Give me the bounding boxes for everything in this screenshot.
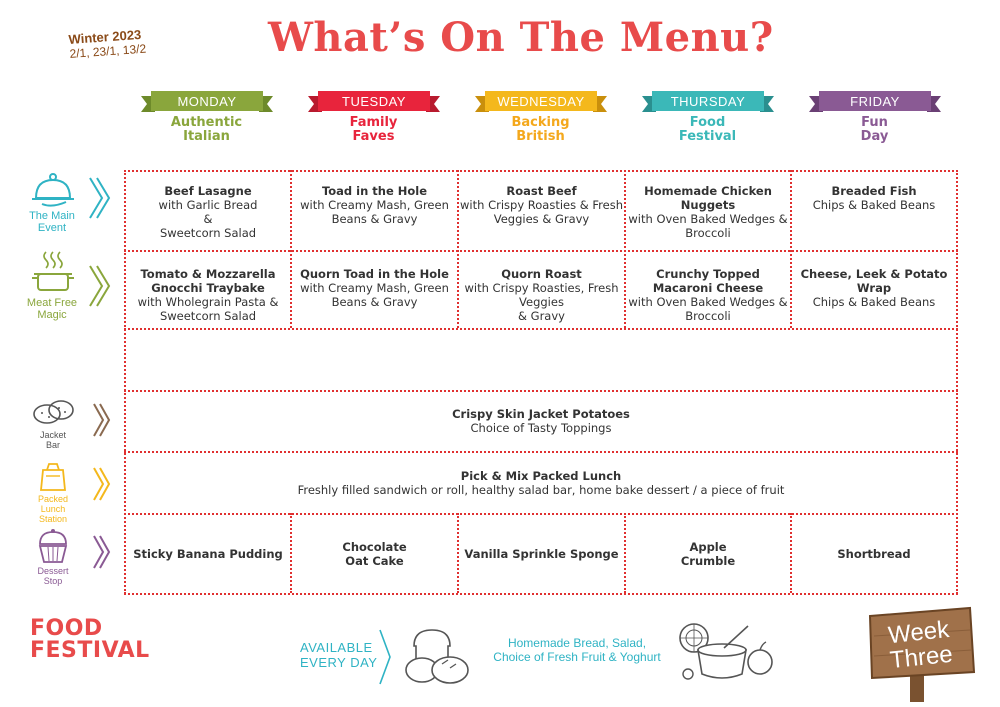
day-monday — [123, 90, 290, 150]
dish-detail: with Wholegrain Pasta & — [137, 295, 279, 309]
section-packed-lunch — [18, 462, 118, 522]
label-line: Homemade Bread, Salad, — [507, 636, 647, 650]
day-wednesday — [457, 90, 624, 150]
menu-cell-meatfree-monday — [126, 267, 290, 323]
day-thursday — [624, 90, 791, 150]
day-name: MONDAY — [177, 94, 237, 109]
dish-detail: with Garlic Bread — [158, 198, 258, 212]
bread-icon — [400, 624, 476, 686]
dish-detail: with Crispy Roasties, Fresh — [464, 281, 619, 295]
dish-name: Tomato & Mozzarella — [140, 267, 276, 281]
dish-name: Cheese, Leek & Potato Wrap — [800, 267, 948, 295]
label-line: Jacket — [39, 430, 66, 440]
label-line: AVAILABLE — [300, 640, 373, 655]
dish-detail: Broccoli — [685, 309, 731, 323]
dish-name: Breaded Fish — [831, 184, 917, 198]
section-main-event — [18, 168, 118, 238]
dish-name: Quorn Roast — [501, 267, 582, 281]
ribbon — [475, 90, 607, 114]
dessert-monday — [126, 547, 290, 561]
dish-name: Macaroni Cheese — [652, 281, 764, 295]
dish-name: Homemade Chicken — [644, 184, 772, 198]
grid-line — [124, 328, 958, 330]
dish-detail: & Gravy — [518, 309, 565, 323]
dish-name: Pick & Mix Packed Lunch — [460, 469, 622, 483]
grid-line — [956, 170, 958, 594]
dish-detail: with Crispy Roasties & Fresh — [460, 198, 623, 212]
section-label — [28, 494, 78, 524]
theme-line: Festival — [678, 129, 737, 144]
dish-name: Vanilla Sprinkle Sponge — [464, 547, 619, 561]
dish-detail: Choice of Tasty Toppings — [470, 421, 612, 435]
week-sign — [866, 606, 976, 702]
label-line: The Main — [29, 210, 75, 222]
day-theme — [290, 116, 457, 144]
grid-line — [124, 250, 958, 252]
day-theme — [791, 116, 958, 144]
dish-name: Roast Beef — [506, 184, 577, 198]
section-dessert-stop — [18, 528, 118, 588]
menu-cell-main-thursday — [626, 184, 790, 240]
dish-detail: with Oven Baked Wedges & — [628, 212, 788, 226]
cloche-icon — [32, 168, 74, 208]
chevron-right-icon — [92, 534, 112, 570]
cupcake-icon — [36, 528, 70, 564]
day-theme — [123, 116, 290, 144]
grid-line — [124, 390, 958, 392]
theme-line: Authentic — [170, 115, 243, 130]
menu-cell-main-friday — [792, 184, 956, 212]
dish-detail: Beans & Gravy — [331, 295, 418, 309]
dessert-thursday — [626, 540, 790, 568]
menu-cell-meatfree-thursday — [626, 267, 790, 323]
food-festival-logo — [30, 618, 150, 662]
lunch-bag-icon — [38, 462, 68, 492]
season-dates: 2/1, 23/1, 13/2 — [69, 41, 147, 61]
theme-line: Family — [349, 115, 398, 130]
ribbon — [809, 90, 941, 114]
section-label — [18, 297, 86, 321]
label-line: Dessert — [37, 566, 69, 576]
dish-name: Beef Lasagne — [164, 184, 252, 198]
chevron-right-icon — [92, 402, 112, 438]
dish-name: Nuggets — [680, 198, 736, 212]
dish-name: Sticky Banana Pudding — [133, 547, 283, 561]
week-label — [872, 615, 969, 674]
dish-detail: Sweetcorn Salad — [159, 226, 257, 240]
chevron-right-icon — [88, 264, 112, 308]
theme-line: Fun — [861, 115, 888, 130]
dish-name: Toad in the Hole — [321, 184, 428, 198]
theme-line: Backing — [511, 115, 570, 130]
grid-line — [124, 451, 958, 453]
dish-name: Quorn Toad in the Hole — [300, 267, 449, 281]
label-line: Week — [886, 615, 951, 650]
dish-detail: Broccoli — [685, 226, 731, 240]
dish-name: Crumble — [680, 554, 736, 568]
dish-detail: Freshly filled sandwich or roll, healthy salad bar, home bake dessert / a piece of fruit — [297, 483, 785, 497]
theme-line: Food — [689, 115, 726, 130]
dish-name: Crunchy Topped — [656, 267, 760, 281]
jacket-bar-row — [125, 407, 957, 435]
chevron-right-icon — [378, 628, 392, 686]
ribbon — [642, 90, 774, 114]
dish-detail: with Creamy Mash, Green — [300, 198, 449, 212]
dish-name: Chocolate — [342, 540, 407, 554]
day-name: FRIDAY — [850, 94, 900, 109]
page-title: What’s On The Menu? — [268, 14, 774, 61]
dish-detail: Chips & Baked Beans — [812, 198, 936, 212]
theme-line: British — [516, 129, 565, 144]
dish-detail: Sweetcorn Salad — [159, 309, 257, 323]
homemade-info — [482, 636, 672, 664]
logo-line: FOOD — [30, 616, 103, 641]
dish-name: Oat Cake — [345, 554, 404, 568]
grid-line — [124, 513, 958, 515]
dish-detail: with Oven Baked Wedges & — [628, 295, 788, 309]
ribbon — [141, 90, 273, 114]
season-title: Winter 2023 — [68, 26, 142, 47]
section-label — [32, 430, 74, 450]
section-jacket-bar — [18, 398, 118, 453]
dish-name: Gnocchi Traybake — [151, 281, 265, 295]
dessert-tuesday — [292, 540, 457, 568]
theme-line: Faves — [352, 129, 395, 144]
fruit-yoghurt-icon — [676, 618, 776, 684]
theme-line: Day — [860, 129, 889, 144]
label-line: Packed — [37, 494, 69, 504]
section-label — [28, 566, 78, 586]
cooking-pot-icon — [32, 250, 74, 294]
menu-cell-main-monday — [126, 184, 290, 240]
dish-detail: Beans & Gravy — [331, 212, 418, 226]
grid-line — [124, 170, 958, 172]
dish-name: Shortbread — [837, 547, 911, 561]
menu-cell-meatfree-tuesday — [292, 267, 457, 309]
dish-detail: with Creamy Mash, Green — [300, 281, 449, 295]
day-headers — [123, 90, 958, 150]
label-line: Magic — [37, 309, 67, 321]
ribbon — [308, 90, 440, 114]
day-name: TUESDAY — [342, 94, 406, 109]
dish-name: Crispy Skin Jacket Potatoes — [452, 407, 630, 421]
section-label — [18, 210, 86, 234]
day-theme — [457, 116, 624, 144]
label-line: Event — [37, 222, 67, 234]
dish-detail: Veggies — [519, 295, 564, 309]
day-name: WEDNESDAY — [497, 94, 585, 109]
dessert-wednesday — [459, 547, 624, 561]
menu-cell-meatfree-wednesday — [459, 267, 624, 323]
label-line: EVERY DAY — [300, 655, 378, 670]
menu-cell-main-tuesday — [292, 184, 457, 226]
packed-lunch-row — [125, 469, 957, 497]
menu-cell-main-wednesday — [459, 184, 624, 226]
grid-line — [124, 593, 958, 595]
label-line: Stop — [43, 576, 63, 586]
logo-line: FESTIVAL — [30, 638, 150, 663]
menu-cell-meatfree-friday — [790, 267, 958, 309]
section-meat-free — [18, 250, 118, 325]
dish-name: Apple — [689, 540, 727, 554]
potato-icon — [32, 398, 74, 426]
day-name: THURSDAY — [670, 94, 746, 109]
theme-line: Italian — [183, 129, 230, 144]
label-line: Meat Free — [26, 297, 78, 309]
dish-detail: Chips & Baked Beans — [812, 295, 936, 309]
label-line: Lunch — [40, 504, 66, 514]
dish-detail: Veggies & Gravy — [493, 212, 590, 226]
chevron-right-icon — [88, 176, 112, 220]
label-line: Bar — [45, 440, 60, 450]
label-line: Choice of Fresh Fruit & Yoghurt — [493, 650, 661, 664]
label-line: Three — [888, 640, 954, 675]
day-friday — [791, 90, 958, 150]
chevron-right-icon — [92, 466, 112, 502]
dessert-friday — [792, 547, 956, 561]
label-line: Station — [38, 514, 68, 524]
dish-detail: & — [203, 212, 213, 226]
season-info — [68, 27, 147, 61]
available-every-day — [300, 640, 377, 670]
day-theme — [624, 116, 791, 144]
day-tuesday — [290, 90, 457, 150]
